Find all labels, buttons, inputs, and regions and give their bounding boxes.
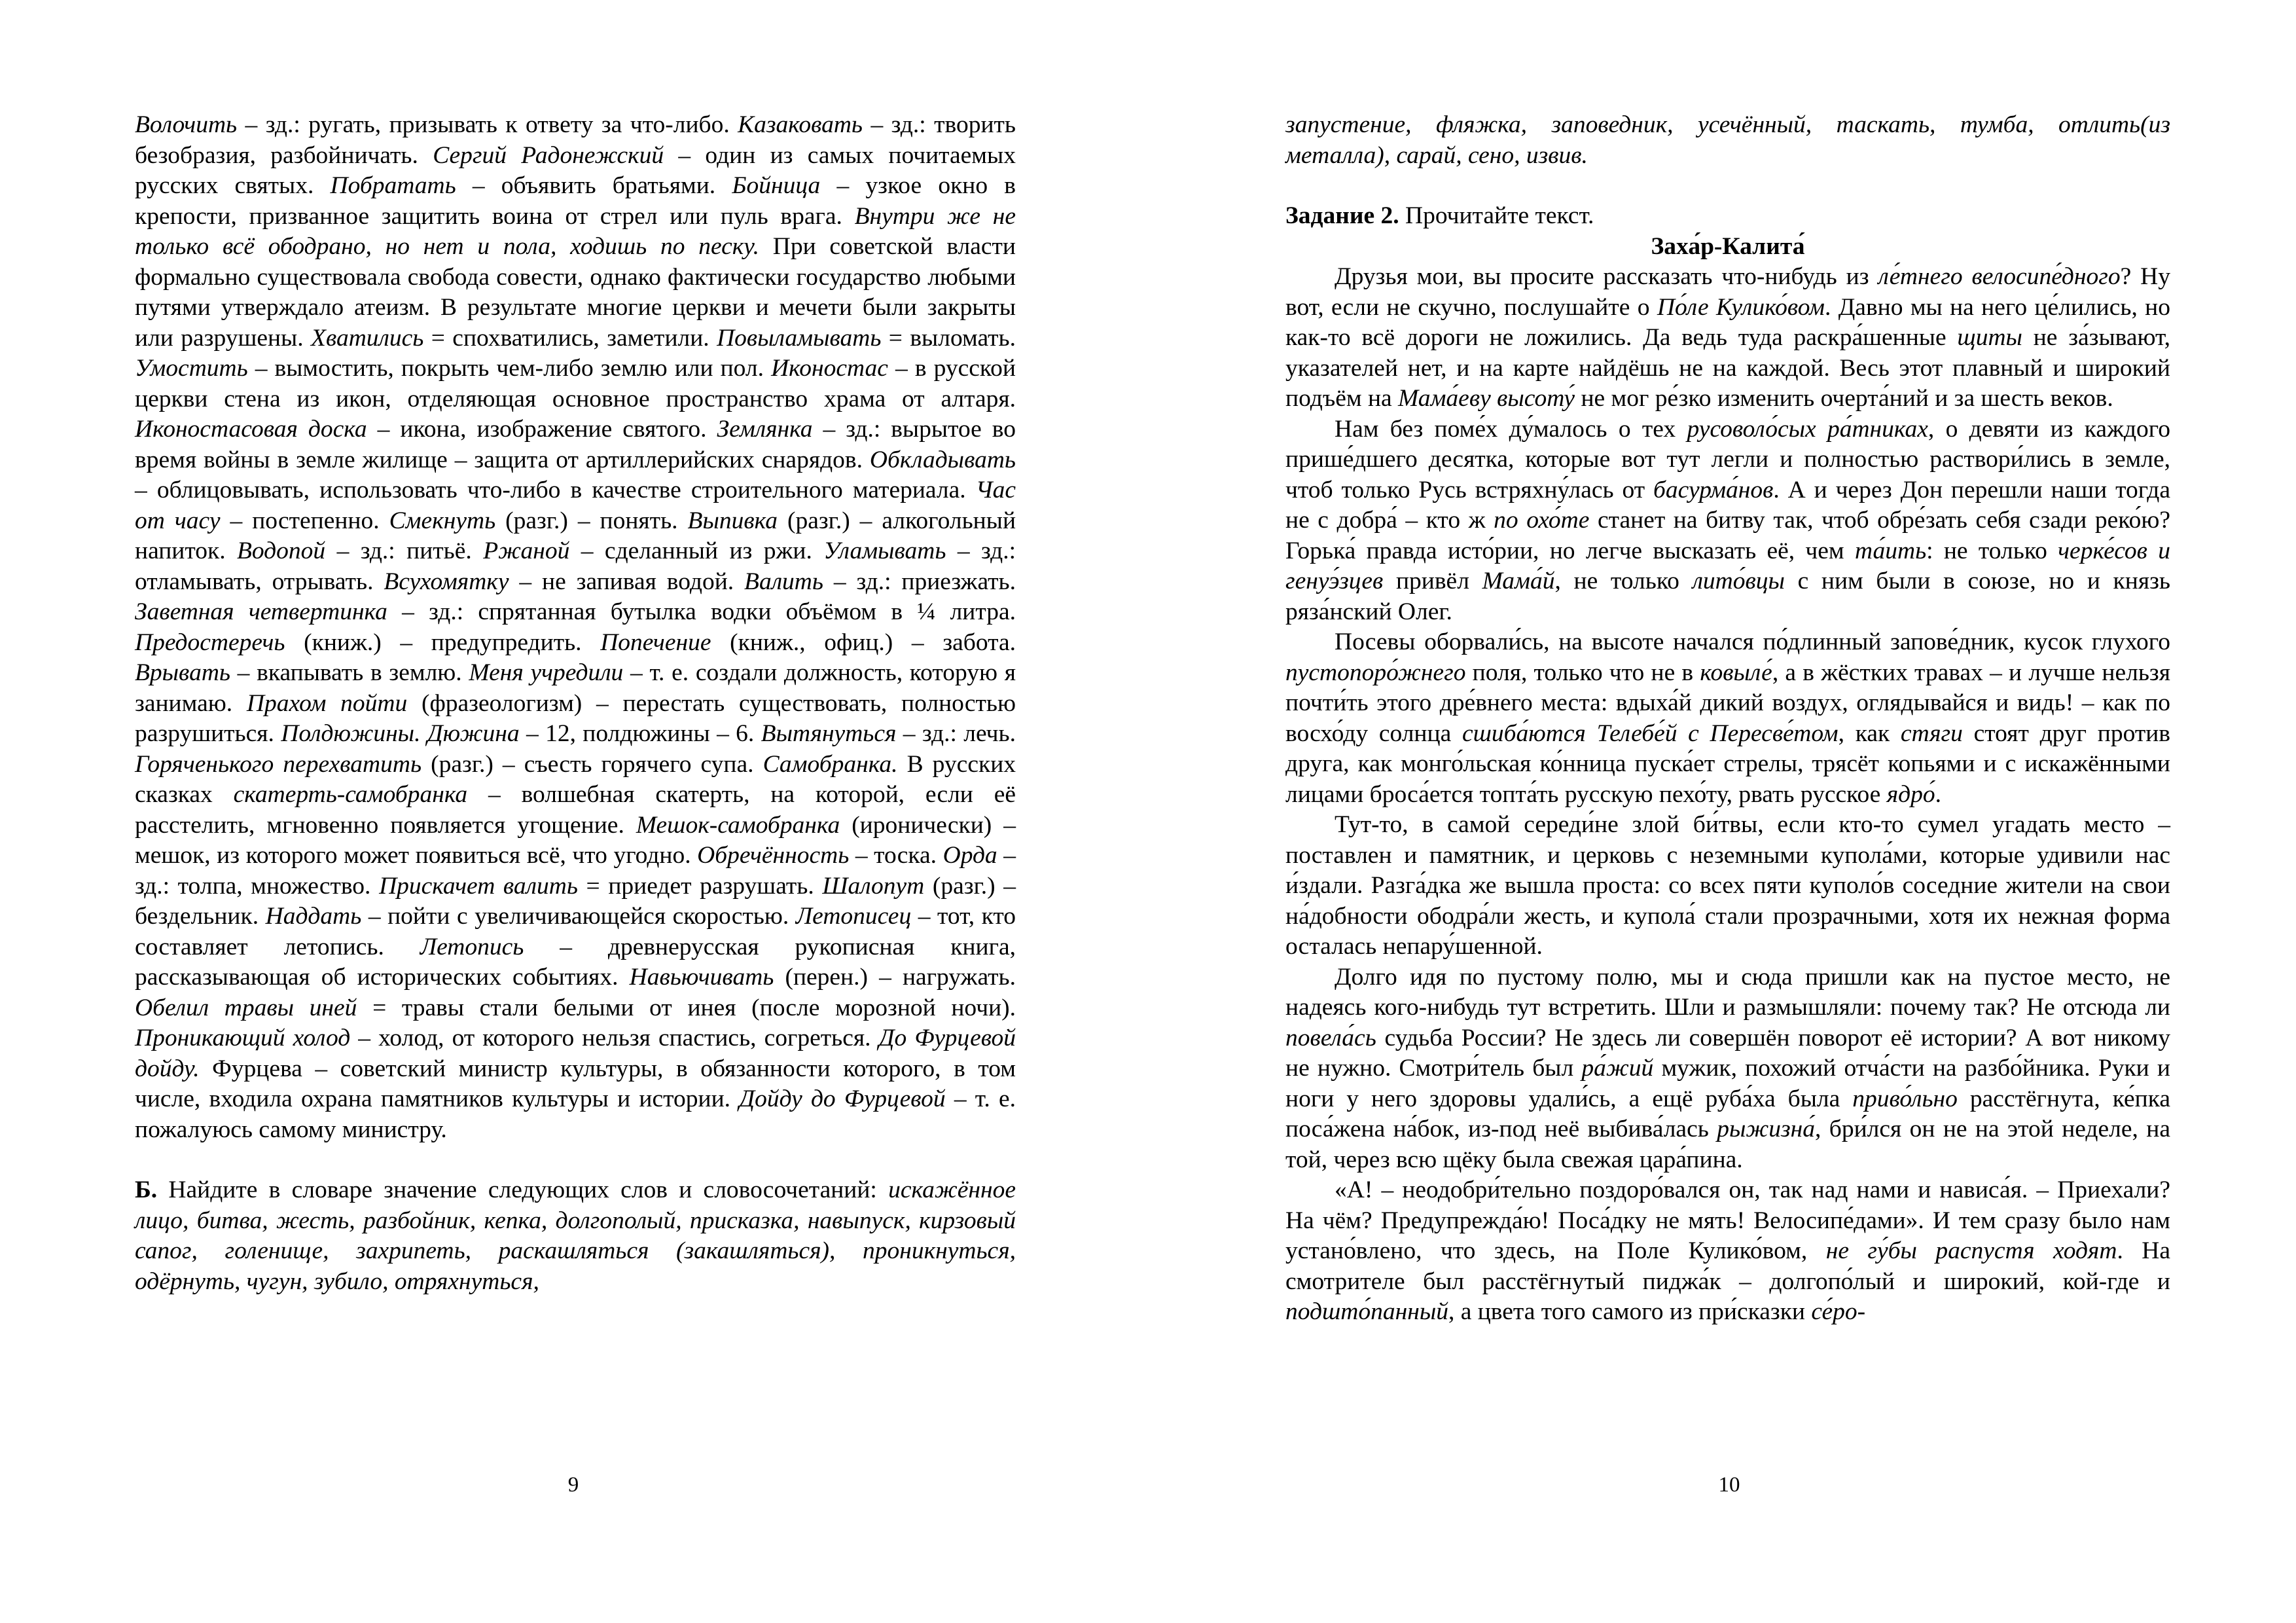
text-run: Долго идя по пустому полю, мы и сюда пришли как на пустое место, не надеясь кого-нибудь тут встретить. Шли и размышляли: почему так? Не отсюда ли bbox=[1285, 963, 2170, 1021]
italic-term: Час от часу bbox=[135, 477, 1016, 534]
italic-term: Обкладывать bbox=[869, 446, 1016, 473]
text-run: привёл bbox=[1383, 568, 1482, 594]
text-run: – вымостить, покрыть чем-либо землю или пол. bbox=[247, 355, 772, 382]
italic-term: сшиба́ются Телебе́й с Пересве́том bbox=[1462, 720, 1839, 747]
text-run: (фразеологизм) – перестать существовать, полностью разрушиться. bbox=[135, 689, 1016, 747]
text-run: , бри́лся он не на этой неделе, на той, через всю щёку была свежая цара́пина. bbox=[1285, 1116, 2170, 1173]
text-run: – зд.: творить безобразия, разбойничать. bbox=[135, 111, 1016, 169]
italic-term: Наддать bbox=[265, 903, 362, 930]
italic-term: Дойду до Фурцевой bbox=[739, 1085, 946, 1112]
text-run: – тот, кто составляет летопись. bbox=[135, 903, 1016, 960]
text-run: . На смотрителе был расстёгнутый пиджа́к – долгопо́лый и широкий, кой-где и bbox=[1285, 1237, 2171, 1295]
italic-term: Горяченького перехватить bbox=[135, 750, 422, 778]
text-run: – узкое окно в крепости, призванное защитить воина от стрел или пуль врага. bbox=[135, 172, 1016, 230]
page-number-left: 9 bbox=[567, 1473, 579, 1497]
italic-term: По́ле Кулико́вом bbox=[1657, 293, 1825, 321]
italic-term: повела́сь bbox=[1285, 1024, 1376, 1051]
text-run: Нам без поме́х ду́малось о тех bbox=[1335, 415, 1687, 443]
text-run: Посевы оборвали́сь, на высоте начался по́длинный запове́дник, кусок глухого bbox=[1335, 629, 2170, 655]
text-run: – один из самых почитаемых русских святых. bbox=[135, 141, 1016, 199]
italic-term: запустение, фляжка, заповедник, усечённый, таскать, тумба, отлить(из металла), сарай, сено, извив. bbox=[1285, 111, 2170, 169]
glossary-paragraph bbox=[135, 110, 1016, 1145]
italic-term: Повыламывать bbox=[717, 324, 882, 352]
italic-term: скатерть-самобранка bbox=[233, 781, 468, 808]
text-run: – зд.: спрятанная бутылка водки объёмом в ¼ литра. bbox=[387, 598, 1016, 625]
text-run: – облицовывать, использовать что-либо в качестве строительного материала. bbox=[135, 477, 976, 503]
italic-term: приво́льно bbox=[1852, 1085, 1958, 1112]
text-run: – древнерусская рукописная книга, рассказывающая об исторических событиях. bbox=[135, 933, 1016, 991]
story-paragraph-2 bbox=[1285, 414, 2170, 628]
italic-term: пустопоро́жнего bbox=[1285, 659, 1466, 686]
text-run: В русских сказках bbox=[135, 750, 1016, 808]
italic-term: се́ро- bbox=[1811, 1298, 1866, 1325]
text-run: Прочитайте текст. bbox=[1399, 202, 1594, 229]
italic-term: Водопой bbox=[237, 538, 326, 564]
italic-term: Хватились bbox=[311, 324, 424, 352]
italic-term: Заветная четвертинка bbox=[135, 598, 387, 625]
text-run: – т. е. пожалуюсь самому министру. bbox=[135, 1085, 1016, 1143]
italic-term: искажённое лицо, битва, жесть, разбойник, кепка, долгополый, присказка, навыпуск, кирзовый сапог, голенище, захрипеть, раскашляться (закашляться), проникнуться, одёрнуть, чугун, зубило, отряхнуться, bbox=[135, 1176, 1016, 1295]
text-run: поля, только что не в bbox=[1465, 659, 1700, 686]
italic-term: Побратать bbox=[330, 172, 456, 199]
text-run: , а в жёстких травах – и лучше нельзя почти́ть этого дре́внего места: вдыха́й дикий воздух, оглядывайся и видь! – как по восхо́ду солнца bbox=[1285, 659, 2170, 747]
text-run: – зд.: отламывать, отрывать. bbox=[135, 538, 1016, 595]
italic-term: До Фурцевой дойду. bbox=[135, 1025, 1016, 1082]
text-run: – зд.: ругать, призывать к ответу за что-либо. bbox=[237, 111, 738, 138]
text-run: станет на битву так, чтоб обре́зать себя сзади реко́ю? Горька́ правда исто́рии, но легче высказать её, чем bbox=[1285, 507, 2170, 564]
text-run: – в русской церкви стена из икон, отделяющая основное пространство храма от алтаря. bbox=[135, 355, 1016, 412]
italic-term: ле́тнего велосипе́дного bbox=[1878, 263, 2121, 290]
italic-term: Уламывать bbox=[823, 538, 946, 564]
italic-term: Выпивка bbox=[687, 507, 778, 534]
text-run: (разг.) – съесть горячего супа. bbox=[422, 750, 763, 778]
text-run: = травы стали белыми от инея (после морозной ночи). bbox=[357, 994, 1016, 1021]
task-b-paragraph bbox=[135, 1175, 1016, 1297]
text-run: – объявить братьями. bbox=[456, 172, 732, 199]
italic-term: Самобранка. bbox=[762, 750, 898, 778]
italic-term: лито́вцы bbox=[1692, 568, 1785, 594]
text-run: не за́зывают, указателей нет, и на карте найдёшь не на каждой. Весь этот плавный и широкий подъём на bbox=[1285, 324, 2170, 412]
text-run: – пойти с увеличивающейся скоростью. bbox=[361, 903, 796, 930]
text-run: – вкапывать в землю. bbox=[230, 659, 469, 686]
text-run: (книж., офиц.) – забота. bbox=[711, 629, 1016, 656]
italic-term: Вытянуться bbox=[761, 720, 897, 747]
task-2-heading bbox=[1285, 201, 2170, 232]
italic-term: Всухомятку bbox=[384, 568, 509, 595]
italic-term: Сергий Радонежский bbox=[433, 141, 664, 169]
italic-term: Мама́й bbox=[1482, 568, 1555, 594]
text-run: (иронически) – мешок, из которого может появиться всё, что угодно. bbox=[135, 811, 1016, 869]
text-run: мужик, похожий отча́сти на разбо́йника. Руки и ноги у него здоровы удали́сь, а ещё руба́ха была bbox=[1285, 1055, 2171, 1112]
text-run: стоят друг против друга, как монго́льская ко́нница пуска́ет стрелы, трясёт копьями и с искажёнными лицами броса́ется топта́ть русскую пехо́ту, рвать русское bbox=[1285, 720, 2170, 808]
text-run: , а цвета того самого из при́сказки bbox=[1448, 1298, 1812, 1325]
text-run: не мог ре́зко изменить очерта́ний и за шесть веков. bbox=[1575, 385, 2113, 412]
story-paragraph-6 bbox=[1285, 1175, 2170, 1328]
italic-term: Летопись bbox=[420, 933, 524, 960]
text-run: (книж.) – предупредить. bbox=[285, 629, 601, 656]
italic-term: ядро́ bbox=[1886, 780, 1935, 808]
bold-label: Б. bbox=[135, 1176, 158, 1203]
italic-term: подшто́панный bbox=[1285, 1298, 1448, 1325]
italic-term: Внутри же не только всё ободрано, но нет и пола, ходишь по песку. bbox=[135, 202, 1016, 260]
story-paragraph-3 bbox=[1285, 627, 2170, 810]
italic-term: Обелил травы иней bbox=[135, 994, 357, 1021]
italic-term: Бойница bbox=[732, 172, 821, 199]
italic-term: Ржаной bbox=[483, 538, 570, 564]
italic-term: Врывать bbox=[135, 659, 230, 686]
text-run: = спохватились, заметили. bbox=[423, 324, 717, 352]
italic-term: Полдюжины. Дюжина bbox=[281, 720, 520, 747]
italic-term: Мешок-самобранка bbox=[636, 811, 840, 839]
text-run: – волшебная скатерть, на которой, если её расстелить, мгновенно появляется угощение. bbox=[135, 781, 1016, 839]
italic-term: Навьючивать bbox=[629, 964, 774, 991]
italic-term: по охо́те bbox=[1494, 507, 1590, 534]
text-run: – холод, от которого нельзя спастись, согреться. bbox=[350, 1025, 879, 1051]
text-run: . Давно мы на него це́лились, но как-то всё дороги не ложились. Да ведь туда раскра́шенные bbox=[1285, 293, 2170, 351]
text-run: . bbox=[1935, 780, 1941, 808]
italic-term: Орда bbox=[942, 842, 997, 869]
text-run: с ним были в союзе, но и князь ряза́нский Олег. bbox=[1285, 568, 2171, 625]
right-column bbox=[1285, 110, 2170, 1328]
text-run: – зд.: лечь. bbox=[896, 720, 1016, 747]
text-run: , о девяти из каждого прише́дшего десятка, которые вот тут легли и полностью раствори́лись в земле, чтоб только Русь встряхну́лась от bbox=[1285, 415, 2170, 503]
italic-term: Смекнуть bbox=[389, 507, 496, 534]
right-page bbox=[1148, 0, 2296, 1623]
text-run: «А! – неодобри́тельно поздоро́вался он, так над нами и нависа́я. – Приехали? На чём? Предупрежда́ю! Поса́дку не мять! Велосипе́дами». И тем сразу было нам устано́влено, что здесь, на Поле Кулико́вом, bbox=[1285, 1176, 2170, 1264]
text-run: – зд.: толпа, множество. bbox=[135, 842, 1016, 900]
text-run: – т. е. создали должность, которую я занимаю. bbox=[135, 659, 1016, 717]
text-run: (перен.) – нагружать. bbox=[774, 964, 1016, 991]
text-run: судьба России? Не здесь ли совершён поворот её истории? А вот никому не нужно. Смотри́тель был bbox=[1285, 1024, 2170, 1082]
italic-term: рыжизна́ bbox=[1717, 1116, 1815, 1142]
text-run: – не запивая водой. bbox=[509, 568, 745, 595]
text-run: – икона, изображение святого. bbox=[367, 416, 717, 443]
italic-term: Иконостасовая доска bbox=[135, 416, 367, 443]
text-run: ? Ну вот, если не скучно, послушайте о bbox=[1285, 263, 2171, 321]
text-run: Тут-то, в самой середи́не злой би́твы, если кто-то сумел угадать место – поставлен и памятник, и церковь с неземными купола́ми, которые удивили нас и́здали. Разга́дка же вышла проста: со всех пяти куполо́в соседние жители на свои на́добности ободра́ли жесть, и купола́ стали прозрачными, хотя их нежная форма осталась непару́шенной. bbox=[1285, 811, 2170, 960]
text-run: , как bbox=[1838, 720, 1901, 747]
text-run: – тоска. bbox=[849, 842, 943, 869]
italic-term: та́ить bbox=[1854, 537, 1927, 564]
text-run: = приедет разрушать. bbox=[577, 872, 823, 900]
italic-term: щиты bbox=[1957, 324, 2022, 351]
italic-term: Проникающий холод bbox=[135, 1025, 351, 1051]
italic-term: Казаковать bbox=[738, 111, 863, 138]
story-paragraph-5 bbox=[1285, 962, 2170, 1176]
text-run: (разг.) – бездельник. bbox=[135, 872, 1016, 930]
text-run: (разг.) – алкогольный напиток. bbox=[135, 507, 1016, 564]
italic-term: Предостеречь bbox=[135, 629, 285, 656]
text-run: – зд.: питьё. bbox=[325, 538, 484, 564]
italic-term: басурма́нов bbox=[1653, 476, 1774, 503]
italic-term: Мама́еву высоту́ bbox=[1398, 385, 1575, 412]
page-number-right: 10 bbox=[1718, 1473, 1740, 1497]
italic-term: стяги bbox=[1900, 720, 1963, 747]
text-run: – сделанный из ржи. bbox=[569, 538, 824, 564]
text-run: Друзья мои, вы просите рассказать что-нибудь из bbox=[1335, 263, 1878, 290]
text-run: – зд.: вырытое во время войны в земле жилище – защита от артиллерийских снарядов. bbox=[135, 416, 1016, 473]
text-run: – постепенно. bbox=[220, 507, 389, 534]
story-paragraph-1 bbox=[1285, 262, 2170, 414]
italic-term: Летописец bbox=[795, 903, 912, 930]
text-run: расстёгнута, ке́пка поса́жена на́бок, из-под неё выбива́лась bbox=[1285, 1085, 2170, 1142]
italic-term: ковыле́ bbox=[1700, 659, 1772, 686]
italic-term: русоволо́сых ра́тниках bbox=[1687, 415, 1928, 443]
italic-term: не гу́бы распустя ходят bbox=[1825, 1237, 2117, 1264]
italic-term: Валить bbox=[744, 568, 823, 595]
italic-term: Умостить bbox=[135, 355, 248, 382]
text-run: – зд.: приезжать. bbox=[823, 568, 1016, 595]
italic-term: Попечение bbox=[600, 629, 711, 656]
story-title: Заха́р-Калита́ bbox=[1651, 232, 1805, 260]
italic-term: Иконостас bbox=[771, 355, 888, 382]
italic-term: Землянка bbox=[717, 416, 813, 443]
italic-term: ра́жий bbox=[1581, 1055, 1654, 1082]
text-run: . А и через Дон перешли наши тогда не с добра́ – кто ж bbox=[1285, 476, 2170, 534]
text-run: , не только bbox=[1554, 568, 1693, 594]
story-paragraph-4 bbox=[1285, 810, 2170, 962]
italic-term: Меня учредили bbox=[469, 659, 624, 686]
left-column bbox=[135, 110, 1016, 1297]
text-run: = выломать. bbox=[881, 324, 1016, 352]
bold-label: Задание 2. bbox=[1285, 202, 1399, 229]
text-run: – 12, полдюжины – 6. bbox=[519, 720, 761, 747]
text-run: Фурцева – советский министр культуры, в обязанности которого, в том числе, входила охрана памятников культуры и истории. bbox=[135, 1055, 1016, 1112]
italic-term: Шалопут bbox=[822, 872, 925, 900]
text-run: (разг.) – понять. bbox=[495, 507, 688, 534]
text-run: Найдите в словаре значение следующих слов и словосочетаний: bbox=[157, 1176, 889, 1203]
italic-term: Прахом пойти bbox=[246, 689, 408, 717]
text-run: : не только bbox=[1926, 537, 2058, 564]
italic-term: Волочить bbox=[135, 111, 238, 138]
italic-term: черке́сов и генуэ́зцев bbox=[1285, 537, 2170, 594]
italic-term: Прискачет валить bbox=[379, 872, 578, 900]
text-run: При советской власти формально существовала свобода совести, однако фактически государство любыми путями утверждало атеизм. В результате многие церкви и мечети были закрыты или разрушены. bbox=[135, 233, 1016, 352]
word-list-continuation bbox=[1285, 110, 2170, 171]
italic-term: Обречённость bbox=[697, 842, 850, 869]
